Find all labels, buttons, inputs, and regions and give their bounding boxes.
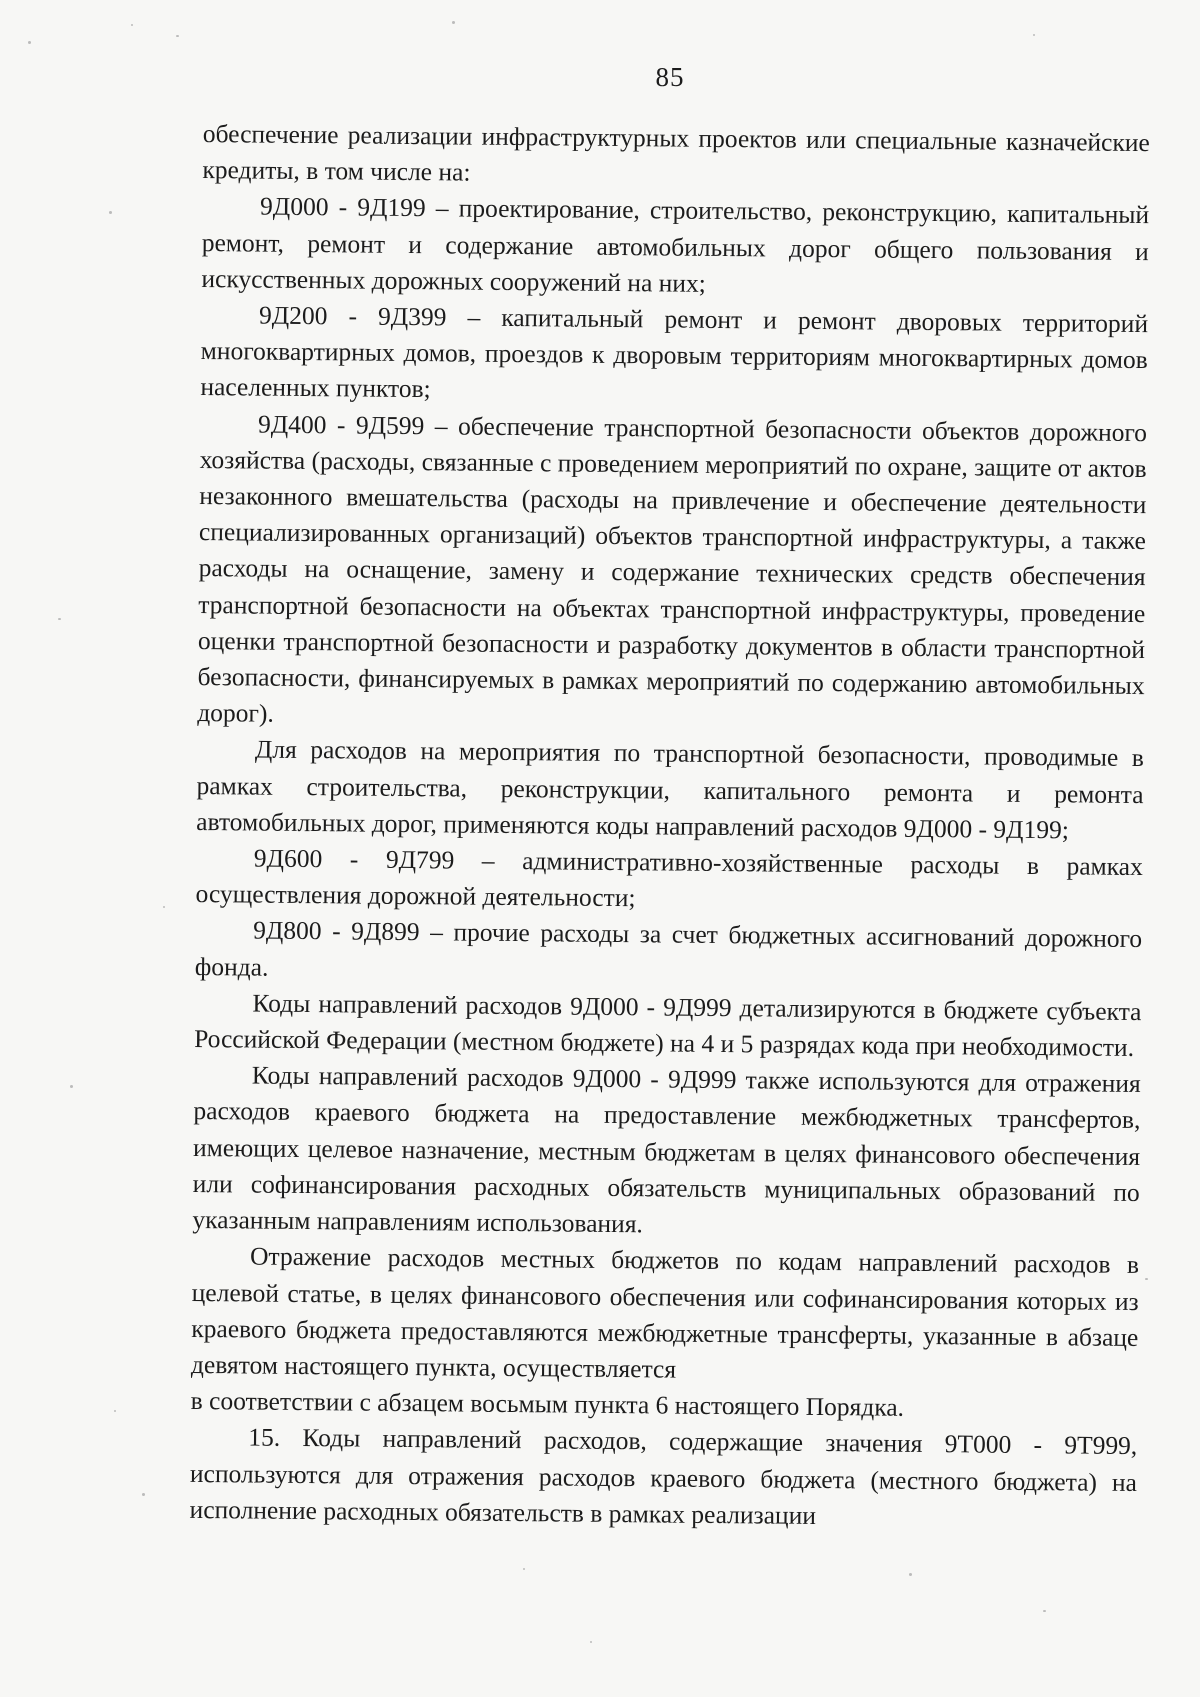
paragraph-continuation: обеспечение реализации инфраструктурных проектов или специальные казначейские кредиты, в том числе на: [202,118,1150,187]
paragraph-continuation-line: в соответствии с абзацем восьмым пункта 6 настоящего Порядка. [190,1386,905,1422]
paragraph-local-budgets: Отражение расходов местных бюджетов по кодам направлений расходов в целевой статье, в целях финансового обеспечения или софинансирования которых из краевого бюджета предоставляются межбюджетные трансферты, указанные в абзаце девятом настоящего пункта, осуществляется [190,1241,1140,1384]
paragraph-code-9d000: 9Д000 - 9Д199 – проектирование, строительство, реконструкцию, капитальный ремонт, ремонт и содержание автомобильных дорог общего пользования и искусственных дорожных сооружений на них; [201,191,1150,298]
paragraph-transport-safety: Для расходов на мероприятия по транспортной безопасности, проводимые в рамках строительства, реконструкции, капитального ремонта и ремонта автомобильных дорог, применяются коды направлений расходов 9Д000 - 9Д199; [196,734,1145,845]
paragraph-code-9d200: 9Д200 - 9Д399 – капитальный ремонт и ремонт дворовых территорий многоквартирных домов, проездов к дворовым территориям многоквартирных домов населенных пунктов; [200,300,1149,404]
scan-speck [109,211,112,214]
scan-speck [1145,1278,1148,1280]
scan-speck [28,41,31,44]
scan-speck [176,35,179,37]
scan-speck [131,24,133,26]
scan-speck [909,1573,912,1576]
scan-speck [58,618,61,620]
scan-speck [114,1410,116,1412]
scan-speck [452,21,455,24]
scan-speck [1033,34,1035,36]
paragraph-code-9d600: 9Д600 - 9Д799 – административно-хозяйственные расходы в рамках осуществления дорожной деятельности; [195,843,1143,913]
scan-speck [70,1085,73,1088]
paragraph-code-9d800: 9Д800 - 9Д899 – прочие расходы за счет бюджетных ассигнований дорожного фонда. [194,915,1143,982]
scan-speck [523,1568,525,1570]
paragraph-item-15: 15. Коды направлений расходов, содержащие значения 9Т000 - 9Т999, используются для отражения расходов краевого бюджета (местного бюджета) на исполнение расходных обязательств в рамках реализации [189,1422,1138,1530]
page-number: 85 [655,62,685,92]
scan-speck [1043,1610,1046,1612]
paragraph-code-9d400: 9Д400 - 9Д599 – обеспечение транспортной безопасности объектов дорожного хозяйства (расходы, связанные с проведением мероприятий по охране, защите от актов незаконного вмешательства (расходы на привлечение и обеспечение деятельности специализированных организаций) объектов транспортной инфраструктуры, а также расходы на оснащение, замену и содержание технических средств обеспечения транспортной безопасности на объектах транспортной инфраструктуры, проведение оценки транспортной безопасности и разработку документов в области транспортной безопасности, финансируемых в рамках мероприятий по содержанию автомобильных дорог). [197,409,1148,728]
scan-speck [163,906,165,908]
scan-speck [590,1641,592,1643]
document-body [189,116,1150,1537]
paragraph-interbudget-transfers: Коды направлений расходов 9Д000 - 9Д999 также используются для отражения расходов краевого бюджета на предоставление межбюджетных трансфертов, имеющих целевое назначение, местным бюджетам в целях финансового обеспечения или софинансирования расходных обязательств муниципальных образований по указанным направлениям использования. [192,1060,1141,1239]
scan-speck [142,1493,145,1496]
paragraph-detailing: Коды направлений расходов 9Д000 - 9Д999 детализируются в бюджете субъекта Российской Федерации (местном бюджете) на 4 и 5 разрядах кода при необходимости. [194,988,1142,1063]
